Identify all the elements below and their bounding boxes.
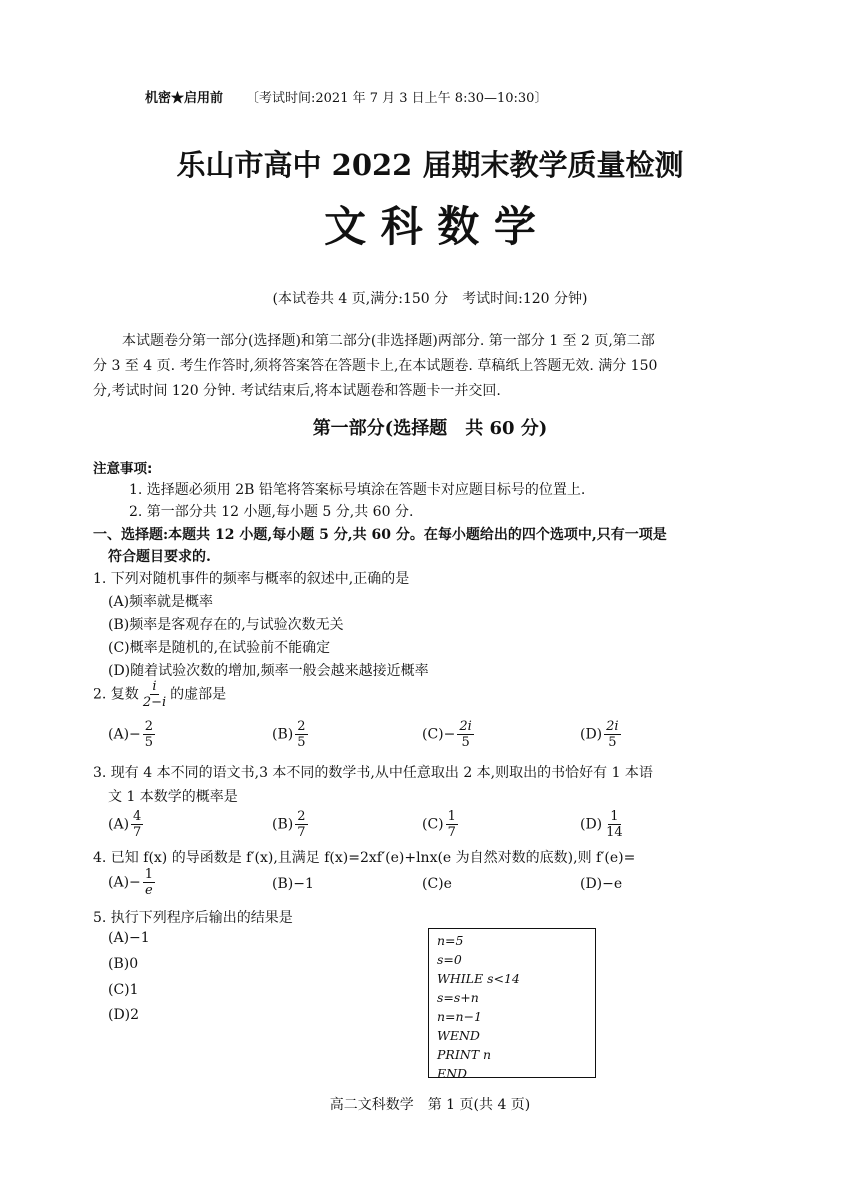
notice-heading: 注意事项: bbox=[93, 461, 153, 477]
section1-line-2: 符合题目要求的. bbox=[108, 549, 211, 565]
q2-option-d: (D) $\frac{2i}{5}$ bbox=[580, 719, 619, 750]
q3-option-a: (A) $\frac{4}{7}$ bbox=[108, 809, 142, 840]
q3-option-c: (C) $\frac{1}{7}$ bbox=[422, 809, 456, 840]
part1-title: 第一部分(选择题 共 60 分) bbox=[312, 418, 548, 439]
code-line: s=0 bbox=[437, 952, 462, 967]
q5-option-a: (A)−1 bbox=[108, 930, 150, 946]
q2-option-c: (C)− $\frac{2i}{5}$ bbox=[422, 719, 472, 750]
q5-option-b: (B)0 bbox=[108, 956, 139, 972]
q5-option-d: (D)2 bbox=[108, 1007, 140, 1023]
code-line: n=n−1 bbox=[437, 1009, 483, 1024]
page-footer: 高二文科数学 第 1 页(共 4 页) bbox=[329, 1097, 531, 1113]
code-line: END bbox=[437, 1066, 468, 1081]
section1-line-1: 一、选择题:本题共 12 小题,每小题 5 分,共 60 分。在每小题给出的四个选项中,只有一项是 bbox=[93, 527, 667, 543]
code-line: n=5 bbox=[437, 933, 464, 948]
q1-option-c: (C)概率是随机的,在试验前不能确定 bbox=[108, 640, 331, 656]
q2-fraction: $\frac{i}{2-i}$ bbox=[142, 679, 167, 710]
q3-option-b: (B) $\frac{2}{7}$ bbox=[272, 809, 306, 840]
exam-info: (本试卷共 4 页,满分:150 分 考试时间:120 分钟) bbox=[272, 291, 588, 307]
q2-option-b: (B) $\frac{2}{5}$ bbox=[272, 719, 306, 750]
subject-title: 文 科 数 学 bbox=[324, 202, 536, 251]
code-line: WEND bbox=[437, 1028, 480, 1043]
q3-stem-line-2: 文 1 本数学的概率是 bbox=[108, 789, 238, 805]
code-line: PRINT n bbox=[437, 1047, 492, 1062]
code-line: s=s+n bbox=[437, 990, 479, 1005]
code-line: WHILE s<14 bbox=[437, 971, 520, 986]
q1-option-b: (B)频率是客观存在的,与试验次数无关 bbox=[108, 617, 344, 633]
q1-option-d: (D)随着试验次数的增加,频率一般会越来越接近概率 bbox=[108, 663, 429, 679]
q4-option-d: (D)−e bbox=[580, 876, 623, 892]
q1-stem: 1. 下列对随机事件的频率与概率的叙述中,正确的是 bbox=[93, 571, 410, 587]
notice-item-2: 2. 第一部分共 12 小题,每小题 5 分,共 60 分. bbox=[129, 504, 414, 520]
q4-option-a: (A)− $\frac{1}{e}$ bbox=[108, 867, 154, 898]
q3-option-d: (D) $\frac{1}{14}$ bbox=[580, 809, 623, 840]
q1-option-a: (A)频率就是概率 bbox=[108, 594, 214, 610]
intro-line-3: 分,考试时间 120 分钟. 考试结束后,将本试题卷和答题卡一并交回. bbox=[93, 383, 501, 399]
q5-option-c: (C)1 bbox=[108, 982, 139, 998]
exam-time: 〔考试时间:2021 年 7 月 3 日上午 8:30—10:30〕 bbox=[246, 91, 548, 106]
q4-option-c: (C)e bbox=[422, 876, 452, 892]
secret-label: 机密★启用前 bbox=[145, 91, 224, 106]
exam-title: 乐山市高中 2022 届期末教学质量检测 bbox=[176, 148, 684, 182]
notice-item-1: 1. 选择题必须用 2B 铅笔将答案标号填涂在答题卡对应题目标号的位置上. bbox=[129, 482, 586, 498]
q4-stem: 4. 已知 f(x) 的导函数是 f′(x),且满足 f(x)=2xf′(e)+lnx(e 为自然对数的底数),则 f′(e)= bbox=[93, 850, 636, 866]
intro-line-1: 本试题卷分第一部分(选择题)和第二部分(非选择题)两部分. 第一部分 1 至 2 页,第二部 bbox=[122, 333, 655, 349]
q2-stem: 2. 复数 $\frac{i}{2-i}$ 的虚部是 bbox=[93, 679, 227, 710]
intro-line-2: 分 3 至 4 页. 考生作答时,须将答案答在答题卡上,在本试题卷. 草稿纸上答题无效. 满分 150 bbox=[93, 358, 658, 374]
q2-option-a: (A)− $\frac{2}{5}$ bbox=[108, 719, 154, 750]
q3-stem-line-1: 3. 现有 4 本不同的语文书,3 本不同的数学书,从中任意取出 2 本,则取出的书恰好有 1 本语 bbox=[93, 765, 653, 781]
q5-stem: 5. 执行下列程序后输出的结果是 bbox=[93, 910, 293, 926]
program-code-box bbox=[428, 928, 596, 1081]
q4-option-b: (B)−1 bbox=[272, 876, 314, 892]
